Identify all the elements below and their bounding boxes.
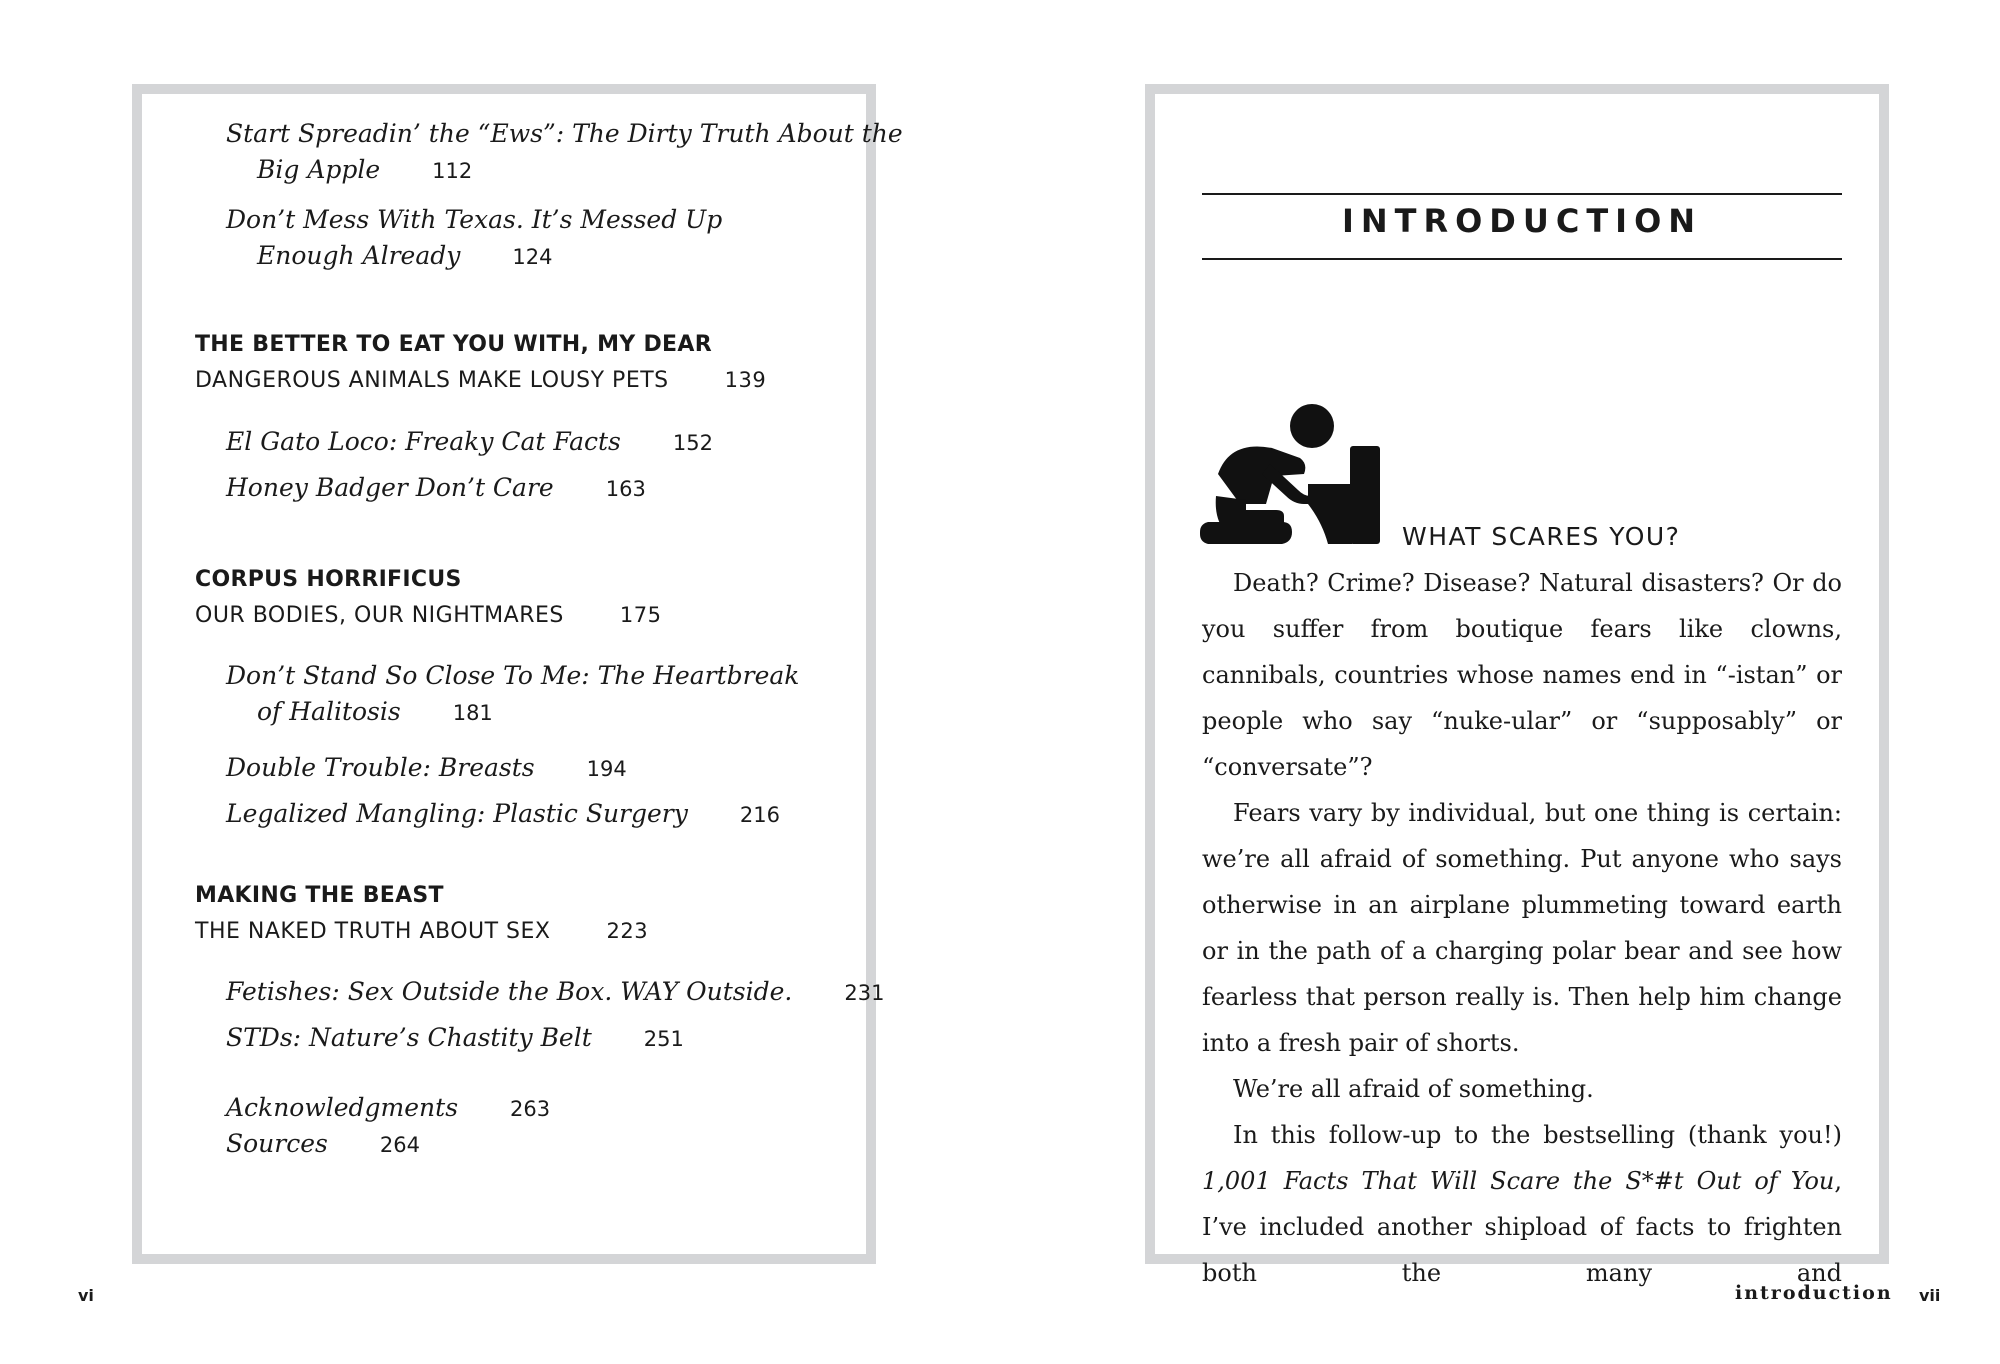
toc-section-title: THE BETTER TO EAT YOU WITH, MY DEAR (195, 332, 712, 357)
section-subheading: WHAT SCARES YOU? (1402, 522, 1681, 551)
toc-entry (226, 202, 722, 275)
heading-rule-bottom (1202, 258, 1842, 260)
toc-entry-title: STDs: Nature’s Chastity Belt (226, 1023, 592, 1052)
toc-entry-title-cont: Big Apple (257, 155, 381, 184)
toc-entry-title: Legalized Mangling: Plastic Surgery (226, 799, 688, 828)
toc-page-number: 152 (672, 431, 713, 455)
paragraph-text: In this follow-up to the bestselling (thank you!) (1233, 1121, 1842, 1149)
paragraph (1202, 1112, 1842, 1296)
toc-entry-title: Fetishes: Sex Outside the Box. WAY Outside. (226, 977, 793, 1006)
heading-rule-top (1202, 193, 1842, 195)
toc-entry-title-cont: Enough Already (257, 241, 461, 270)
toc-page-number: 251 (643, 1027, 684, 1051)
toc-page-number: 112 (432, 159, 473, 183)
toc-page-number: 223 (606, 919, 649, 943)
toc-entry-title-cont: of Halitosis (257, 697, 401, 726)
toc-page-number: 163 (605, 477, 646, 501)
toc-page-number: 216 (739, 803, 780, 827)
toc-entry-title: Double Trouble: Breasts (226, 753, 535, 782)
paragraph-text: , I’ve included another shipload of facts to frighten both the many and (1202, 1167, 1842, 1287)
toc-page-number: 264 (379, 1133, 420, 1157)
toc-section-subtitle-text: THE NAKED TRUTH ABOUT SEX (195, 919, 551, 944)
person-vomiting-into-toilet-icon (1200, 404, 1390, 554)
toc-entry (226, 658, 799, 731)
body-text (1202, 560, 1842, 1296)
paragraph: Death? Crime? Disease? Natural disasters? Or do you suffer from boutique fears like clowns, cannibals, countries whose names end in “-istan” or people who say “nuke-ular” or “supposably” or “conversate”? (1202, 569, 1842, 781)
chapter-heading: INTRODUCTION (1341, 202, 1703, 240)
book-title: 1,001 Facts That Will Scare the S*#t Out of You (1202, 1167, 1835, 1195)
toc-entry-title: Honey Badger Don’t Care (226, 473, 554, 502)
toc-page-number: 231 (844, 981, 885, 1005)
page-number-right: vii (1919, 1286, 1941, 1305)
toc-section-subtitle-text: OUR BODIES, OUR NIGHTMARES (195, 603, 564, 628)
toc-entry (226, 974, 884, 1011)
toc-section-subtitle (195, 919, 648, 944)
toc-entry (226, 1090, 550, 1127)
toc-section-title: CORPUS HORRIFICUS (195, 567, 462, 592)
toc-section-subtitle (195, 368, 766, 393)
toc-entry-title: Start Spreadin’ the “Ews”: The Dirty Truth About the (226, 119, 903, 148)
toc-section-title: MAKING THE BEAST (195, 883, 444, 908)
toc-entry (226, 796, 780, 833)
toc-page-number: 194 (586, 757, 627, 781)
table-of-contents (142, 94, 903, 1254)
toc-entry-title: Don’t Mess With Texas. It’s Messed Up (226, 205, 723, 234)
paragraph: Fears vary by individual, but one thing is certain: we’re all afraid of something. Put anyone who says otherwise in an airplane plummeting toward earth or in the path of a charging polar bear and see how fearless that person really is. Then help him change into a fresh pair of shorts. (1202, 799, 1842, 1057)
toc-page-number: 263 (510, 1097, 551, 1121)
toc-entry (226, 750, 627, 787)
toc-entry (226, 470, 646, 507)
toc-section-subtitle (195, 603, 661, 628)
toc-entry (226, 1126, 420, 1163)
toc-page-frame (132, 84, 903, 1264)
toc-entry-title: El Gato Loco: Freaky Cat Facts (226, 427, 621, 456)
toc-entry-title: Don’t Stand So Close To Me: The Heartbreak (226, 661, 800, 690)
toc-section-subtitle-text: DANGEROUS ANIMALS MAKE LOUSY PETS (195, 368, 669, 393)
running-head: introduction (1735, 1282, 1893, 1304)
paragraph: We’re all afraid of something. (1233, 1075, 1594, 1103)
toc-page-number: 175 (619, 603, 662, 627)
toc-page-number: 124 (512, 245, 553, 269)
toc-entry (226, 424, 713, 461)
toc-page-number: 139 (724, 368, 767, 392)
toc-entry-title: Acknowledgments (226, 1093, 459, 1122)
intro-page-frame (1145, 84, 1889, 1287)
toc-entry (226, 116, 903, 189)
toc-entry-title: Sources (226, 1129, 328, 1158)
toc-entry (226, 1020, 684, 1057)
toc-page-number: 181 (452, 701, 493, 725)
page-number-left: vi (78, 1286, 94, 1305)
